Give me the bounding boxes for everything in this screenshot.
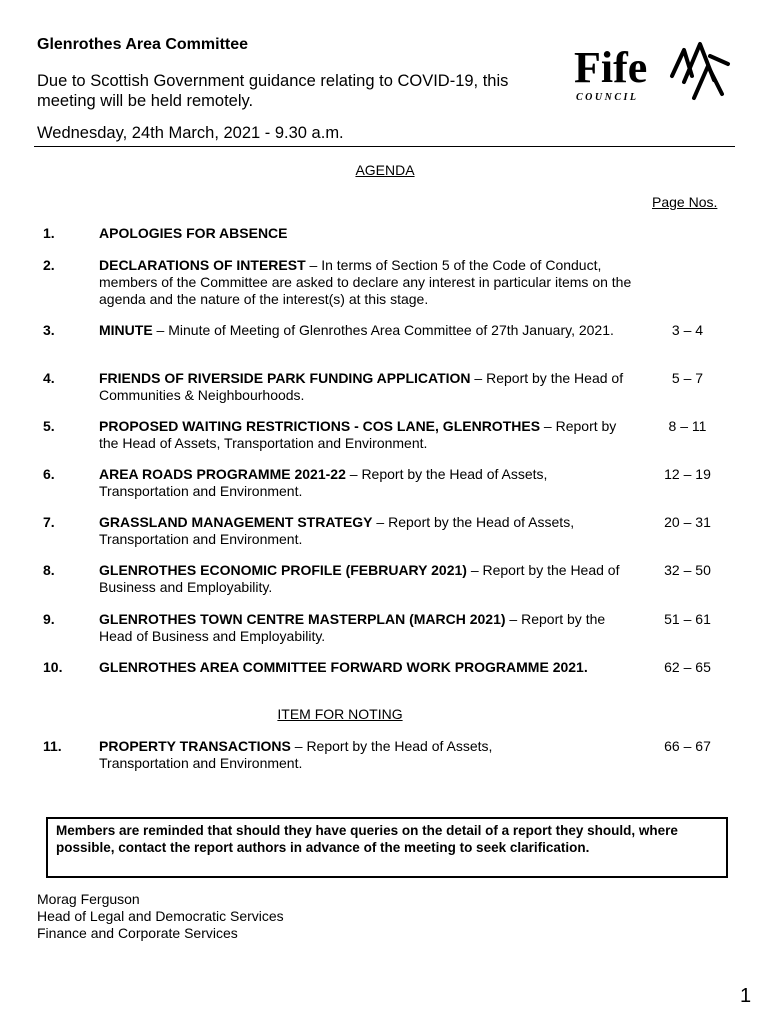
logo-subtext: C O U N C I L <box>576 92 637 103</box>
item-title: PROPERTY TRANSACTIONS <box>99 738 291 754</box>
item-description: – Report by the Head of Assets, Transportation and Environment. <box>99 514 575 547</box>
item-description: – Report by the Head of Assets, Transportation and Environment. <box>99 466 548 499</box>
item-pages: 5 – 7 <box>671 370 704 386</box>
page-nos-label: Page Nos. <box>652 194 718 210</box>
meeting-date: Wednesday, 24th March, 2021 - 9.30 a.m. <box>37 124 344 142</box>
item-description: – Report by the Head of Communities & Neighbourhoods. <box>99 370 624 403</box>
page-number: 1 <box>740 985 752 1007</box>
item-number: 1. <box>43 225 55 241</box>
item-number: 6. <box>43 466 55 482</box>
item-pages: 20 – 31 <box>664 514 711 530</box>
item-title: DECLARATIONS OF INTEREST <box>99 257 306 273</box>
item-pages: 32 – 50 <box>664 562 711 578</box>
covid-notice: Due to Scottish Government guidance relating to COVID-19, this meeting will be held remotely. <box>37 72 509 110</box>
item-title: PROPOSED WAITING RESTRICTIONS - COS LANE, GLENROTHES <box>99 418 541 434</box>
header-divider <box>34 146 735 147</box>
item-description: – Report by the Head of Assets, Transportation and Environment. <box>99 418 617 451</box>
item-title: MINUTE <box>99 322 153 338</box>
item-number: 7. <box>43 514 55 530</box>
item-number: 11. <box>43 738 62 754</box>
members-reminder-box: Members are reminded that should they have queries on the detail of a report they should, where possible, contact the report authors in advance of the meeting to seek clarification. <box>46 817 728 878</box>
logo-text: Fife <box>574 43 648 92</box>
item-title: AREA ROADS PROGRAMME 2021-22 <box>99 466 346 482</box>
item-number: 2. <box>43 257 55 273</box>
item-description: – Minute of Meeting of Glenrothes Area Committee of 27th January, 2021. <box>152 322 614 338</box>
committee-title: Glenrothes Area Committee <box>37 36 249 53</box>
item-title: GLENROTHES ECONOMIC PROFILE (FEBRUARY 2021) <box>99 562 467 578</box>
item-number: 3. <box>43 322 55 338</box>
signature-block <box>37 891 284 942</box>
item-pages: 62 – 65 <box>664 659 711 675</box>
item-number: 8. <box>43 562 55 578</box>
item-description: – Report by the Head of Business and Employability. <box>99 562 620 595</box>
item-description: – Report by the Head of Assets, Transportation and Environment. <box>99 738 493 771</box>
item-title: GRASSLAND MANAGEMENT STRATEGY <box>99 514 373 530</box>
fife-council-logo <box>572 36 732 106</box>
item-number: 9. <box>43 611 55 627</box>
item-pages: 51 – 61 <box>664 611 711 627</box>
item-pages: 3 – 4 <box>671 322 704 338</box>
item-title: APOLOGIES FOR ABSENCE <box>99 225 288 241</box>
item-description: – Report by the Head of Business and Employability. <box>99 611 606 644</box>
item-title: GLENROTHES TOWN CENTRE MASTERPLAN (MARCH 2021) <box>99 611 506 627</box>
signatory-role: Head of Legal and Democratic Services <box>37 908 284 924</box>
item-pages: 8 – 11 <box>668 418 707 434</box>
item-description: – In terms of Section 5 of the Code of Conduct, members of the Committee are asked to declare any interest in particular items on the agenda and the nature of the interest(s) at this stage. <box>99 257 632 307</box>
item-pages: 66 – 67 <box>664 738 711 754</box>
agenda-heading: AGENDA <box>355 162 415 178</box>
item-title: FRIENDS OF RIVERSIDE PARK FUNDING APPLICATION <box>99 370 471 386</box>
item-number: 5. <box>43 418 55 434</box>
item-for-noting-heading: ITEM FOR NOTING <box>277 706 403 722</box>
item-number: 4. <box>43 370 55 386</box>
signatory-department: Finance and Corporate Services <box>37 925 238 941</box>
item-number: 10. <box>43 659 63 675</box>
item-title: GLENROTHES AREA COMMITTEE FORWARD WORK PROGRAMME 2021. <box>99 659 588 675</box>
item-pages: 12 – 19 <box>664 466 711 482</box>
signatory-name: Morag Ferguson <box>37 891 140 907</box>
